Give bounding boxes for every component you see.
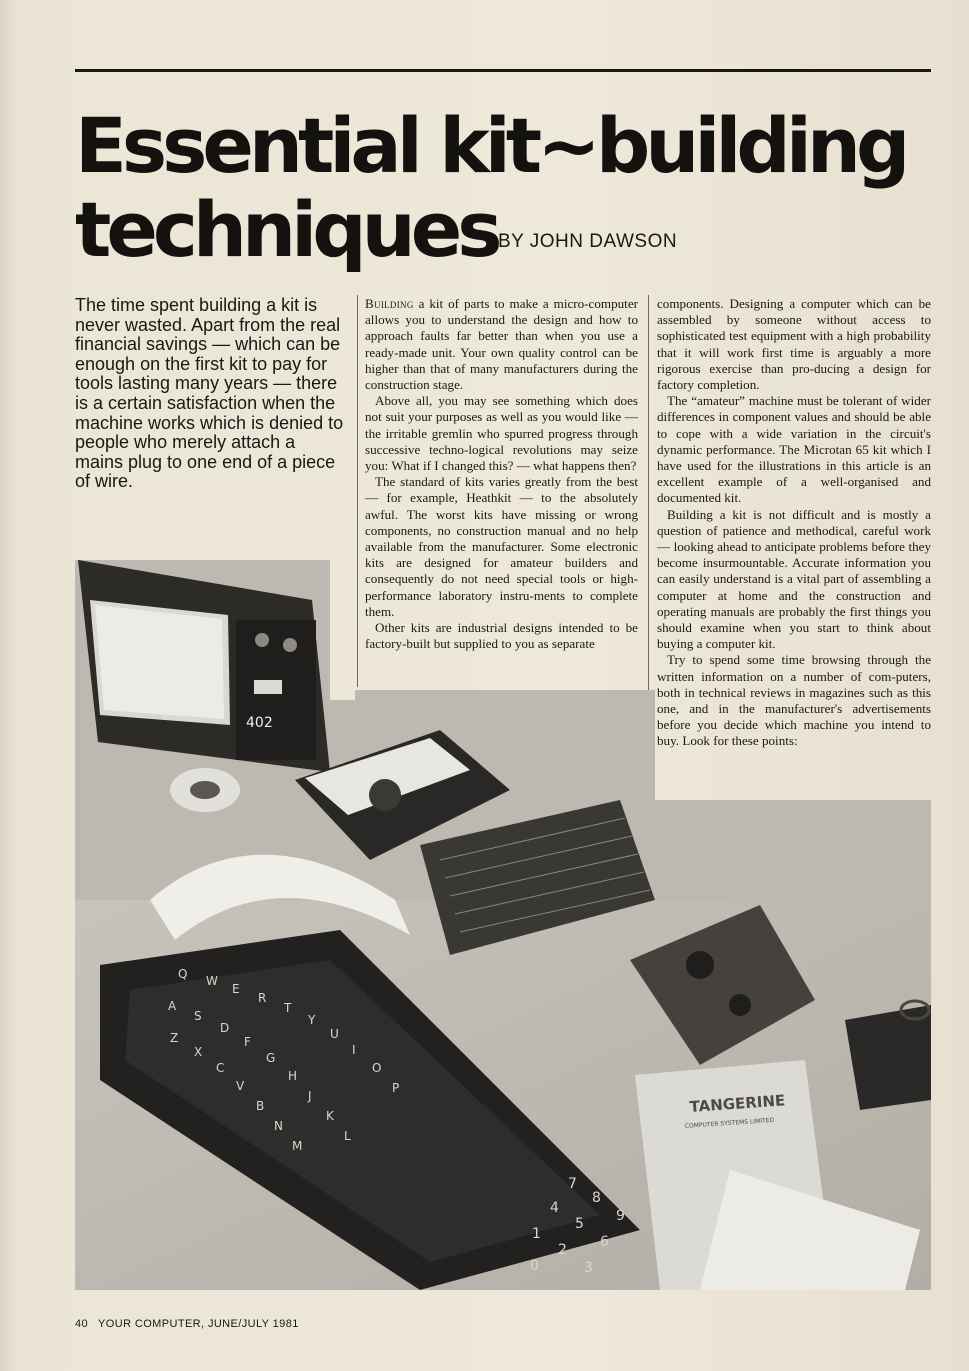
key-3: 3: [584, 1260, 593, 1276]
key-c: C: [216, 1061, 225, 1075]
key-g: G: [266, 1051, 276, 1065]
manual-subtitle: COMPUTER SYSTEMS LIMITED: [684, 1116, 775, 1130]
key-e: E: [232, 982, 240, 996]
key-z: Z: [170, 1031, 179, 1045]
solder-reel: [170, 768, 240, 812]
col2-paragraph-4: Other kits are industrial designs intended to be factory-built but supplied to you as separate: [365, 620, 638, 652]
col2-paragraph-2: Above all, you may see something which does not suit your purposes as well as you would like — the irritable gremlin who spurred progress through successive techno-logical revolutions may seize you: What if I changed this? — what happens then?: [365, 393, 638, 474]
key-u: U: [330, 1027, 339, 1041]
key-6: 6: [600, 1234, 609, 1250]
byline: BY JOHN DAWSON: [498, 231, 678, 252]
col3-paragraph-2: The “amateur” machine must be tolerant of wider differences in component values and should be able to cope with a wide variation in the circuit's dynamic performance. The Microtan 65 kit which I have used for the illustrations in this article is an excellent example of a well-organised and documented kit.: [657, 393, 931, 506]
key-q: Q: [178, 967, 188, 981]
key-9: 9: [616, 1208, 625, 1224]
key-k: K: [326, 1109, 334, 1123]
key-l: L: [344, 1129, 351, 1143]
key-8: 8: [592, 1190, 601, 1206]
page-footer: [75, 1318, 299, 1330]
key-j: J: [308, 1089, 312, 1103]
key-n: N: [274, 1119, 283, 1133]
key-5: 5: [575, 1216, 584, 1232]
magazine-issue: YOUR COMPUTER, JUNE/JULY 1981: [98, 1318, 299, 1330]
key-i: I: [352, 1043, 356, 1057]
key-m: M: [292, 1139, 303, 1153]
key-v: V: [236, 1079, 245, 1093]
key-p: P: [392, 1081, 400, 1095]
page-number: 40: [75, 1318, 89, 1330]
key-b: B: [256, 1099, 265, 1113]
standfirst: The time spent building a kit is never wasted. Apart from the real financial savings — which can be enough on the first kit to pay for tools lasting many years — there is a certain satisfaction when the machine works which is denied to people who merely attach a mains plug to one end of a piece of wire.: [75, 295, 344, 492]
key-d: D: [220, 1021, 230, 1035]
key-y: Y: [308, 1013, 316, 1027]
key-o: O: [372, 1061, 382, 1075]
manual-brand: TANGERINE: [689, 1091, 786, 1116]
col2-paragraph-1-text: a kit of parts to make a micro-computer allows you to understand the design and how to approach faults far better than when you use a ready-made unit. Your own quality control can be higher than that of many manufacturers during the construction stage.: [365, 296, 638, 393]
key-7: 7: [568, 1176, 577, 1192]
headline-line-1: Essential kit~building: [75, 101, 906, 190]
key-r: R: [258, 991, 267, 1005]
key-1: 1: [532, 1226, 541, 1242]
key-f: F: [244, 1035, 251, 1049]
col3-paragraph-3: Building a kit is not difficult and is mostly a question of patience and methodical, careful work — looking ahead to anticipate problems before they become insurmountable. Accurate information you can easily understand is a vital part of assembling a computer at home and the construction and operating manuals are probably the first things you should examine when you start to think about buying a computer kit.: [657, 506, 931, 652]
key-2: 2: [558, 1242, 567, 1258]
drop-in-word: Building: [365, 296, 414, 311]
key-a: A: [168, 999, 177, 1013]
key-0: 0: [530, 1258, 539, 1274]
key-w: W: [206, 974, 218, 988]
key-h: H: [288, 1069, 298, 1083]
col2-paragraph-3: The standard of kits varies greatly from the best — for example, Heathkit — to the absolutely awful. The worst kits have missing or wrong components, no construction manual and no help available from the manufacturer. Some electronic kits are designed for amateur builders and consequently do not need special tools or high-performance laboratory instru-ments to complete them.: [365, 474, 638, 619]
col3-paragraph-4: Try to spend some time browsing through the written information on a number of com-puters, both in technical reviews in magazines such as this one, and in the manufacturer's advertisements before you decide which machine you intend to buy. Look for these points:: [657, 652, 931, 749]
key-t: T: [284, 1001, 292, 1015]
headline-line-2: techniques: [75, 185, 498, 274]
key-x: X: [194, 1045, 203, 1059]
key-4: 4: [550, 1200, 559, 1216]
monitor-label: 402: [246, 715, 273, 731]
key-s: S: [194, 1009, 202, 1023]
col3-paragraph-1: components. Designing a computer which can be assembled by someone without access to sophisticated test equipment with a high probability that it will work first time is arguably a more rigorous exercise than pro-ducing a design for factory completion.: [657, 296, 931, 393]
